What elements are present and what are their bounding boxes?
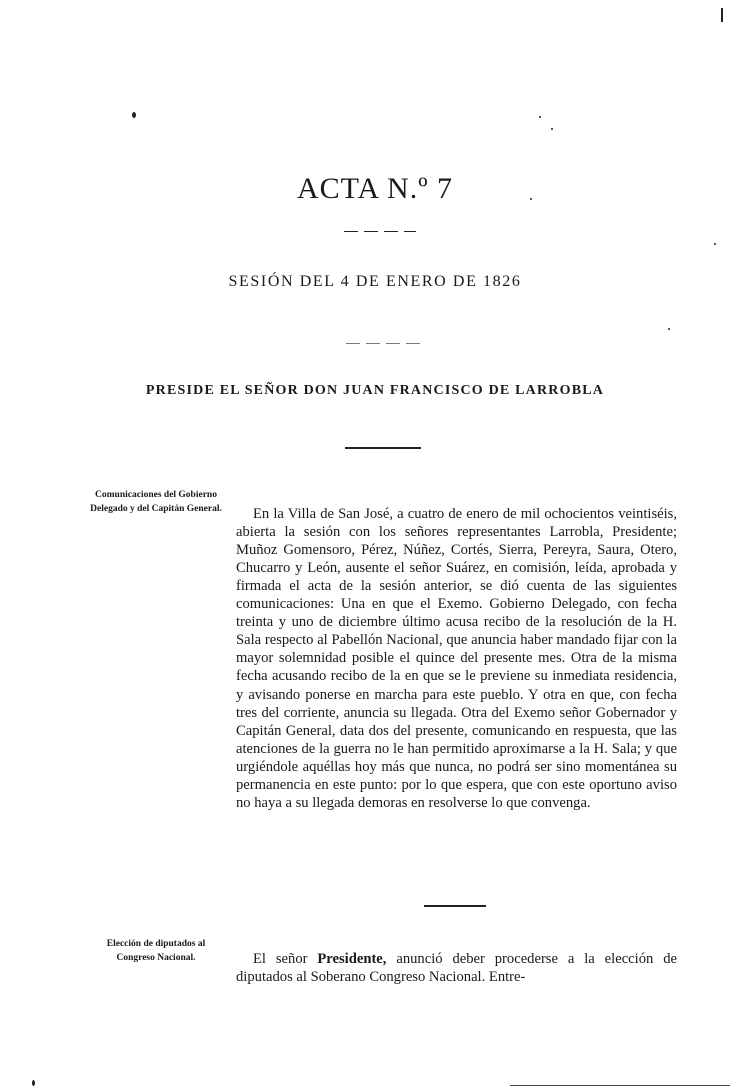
paragraph-rest: anunció deber procederse a la elección de diputados al Soberano Congreso Nacional. Entre- xyxy=(236,950,677,985)
page-edge-mark xyxy=(721,8,723,22)
section-divider xyxy=(424,905,486,907)
session-date-line: SESIÓN DEL 4 DE ENERO DE 1826 xyxy=(228,273,522,290)
bottom-edge-line xyxy=(510,1085,730,1086)
ink-speck xyxy=(539,116,541,118)
presiding-officer-line: PRESIDE EL SEÑOR DON JUAN FRANCISCO DE LARROBLA xyxy=(145,383,605,398)
ink-speck xyxy=(132,112,136,118)
body-paragraph-election xyxy=(236,950,677,986)
paragraph-lead: El señor xyxy=(253,950,318,967)
body-paragraph-communications: En la Villa de San José, a cuatro de enero de mil ochocientos veintiséis, abierta la sesión con los señores representantes Larrobla, Presidente; Muñoz Gomensoro, Pérez, Núñez, Cortés, Sierra, Pereyra, Saura, Otero, Chucarro y León, ausente el señor Suárez, en comisión, leída, aprobada y firmada el acta de la sesión anterior, se dió cuenta de las siguientes comunicaciones: Una en que el Exemo. Gobierno Delegado, con fecha treinta y uno de diciembre último acusa recibo de la resolución de la H. Sala respecto al Pabellón Nacional, que anuncia haber mandado fijar con la mayor solemnidad posible el quince del presente mes. Otra de la misma fecha acusando recibo de la en que se le previene su inmediata residencia, y avisando ponerse en marcha para este pueblo. Y otra en que, con fecha tres del corriente, anuncia su llegada. Otra del Exemo señor Gobernador y Capitán General, data dos del presente, comunicando en respuesta, que las atenciones de la guerra no le han permitido aproximarse a la H. Sala; y que urgiéndole aquéllas hoy más que nunca, no podrá ser sino momentánea su permanencia en este punto: por lo que espera, que con este oportuno aviso no haya a su llegada demoras en resolverse lo que convenga. xyxy=(236,505,677,812)
ink-speck xyxy=(714,243,716,245)
section-divider xyxy=(345,447,421,449)
title-divider xyxy=(344,231,416,232)
ink-speck xyxy=(32,1080,35,1086)
ink-speck xyxy=(551,128,553,130)
margin-note-communications: Comunicaciones del Gobierno Delegado y del Capitán General. xyxy=(90,490,222,514)
margin-note-election: Elección de diputados al Congreso Nacional. xyxy=(106,939,206,963)
session-divider xyxy=(346,343,420,344)
speaker-name: Presidente, xyxy=(317,950,387,967)
ink-speck xyxy=(668,328,670,330)
document-title: ACTA N.º 7 xyxy=(296,172,454,206)
